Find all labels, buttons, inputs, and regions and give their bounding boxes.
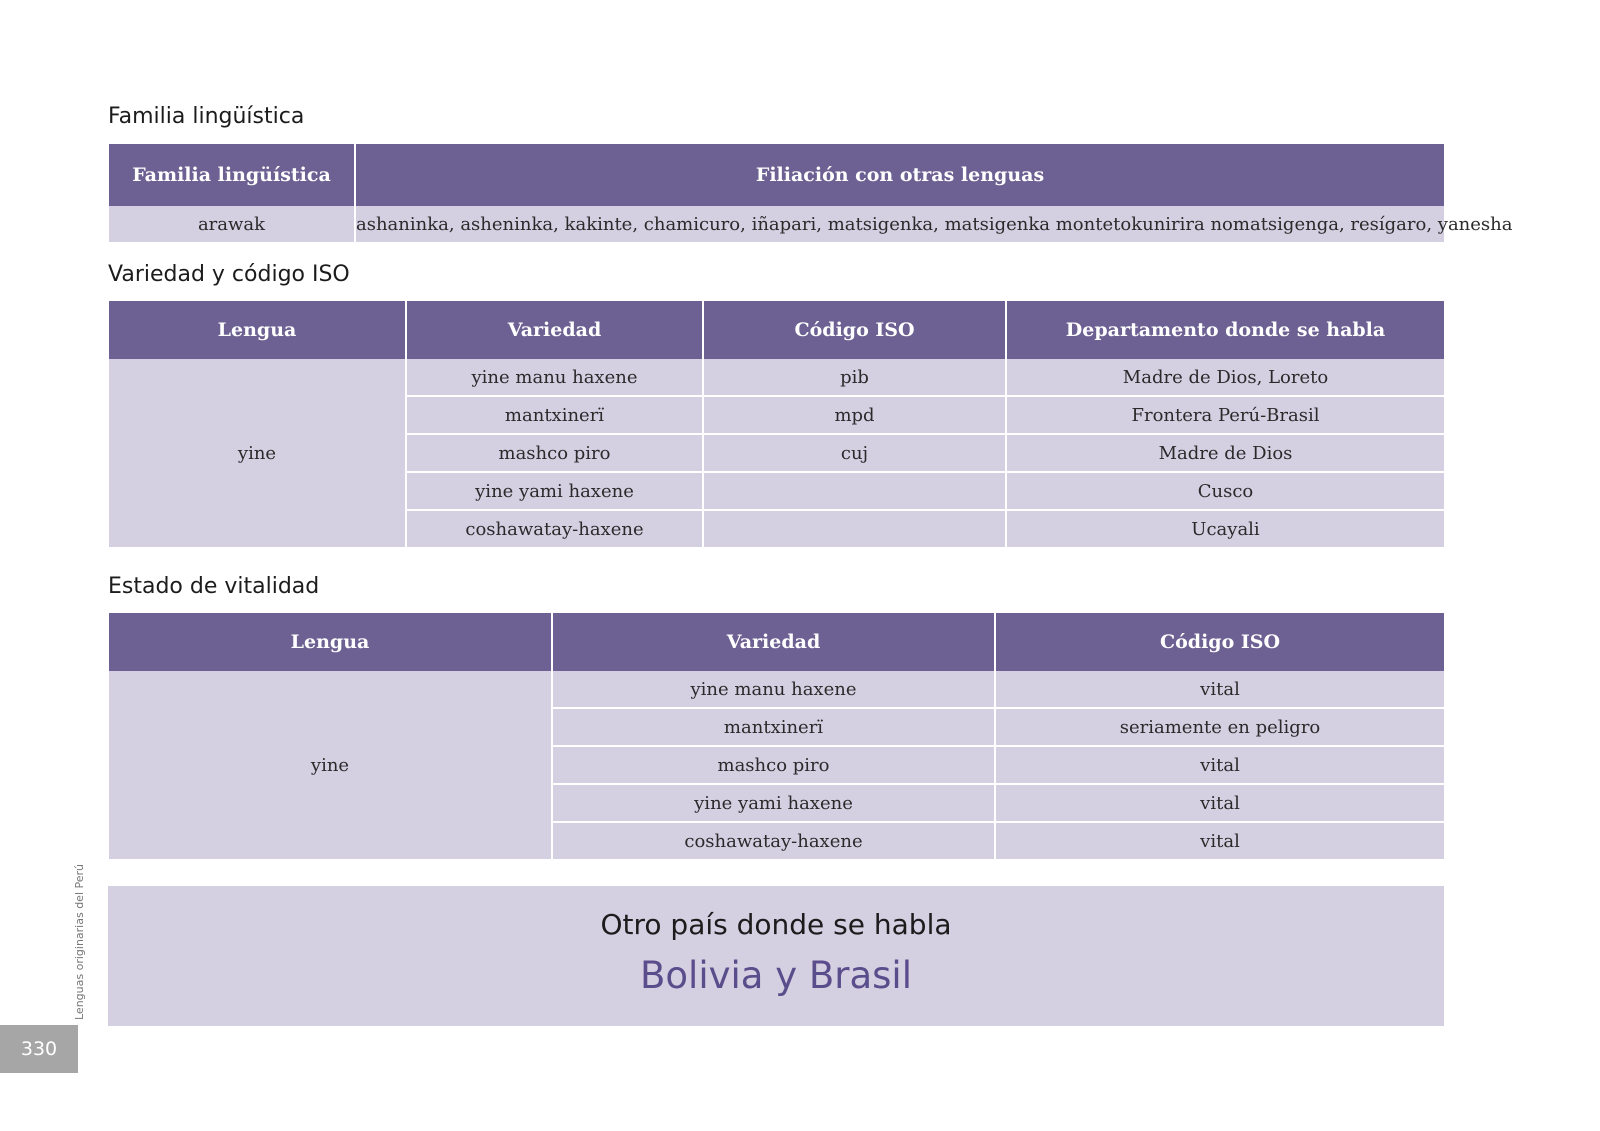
header-lengua: Lengua <box>109 613 552 671</box>
section-title-familia: Familia lingüística <box>108 104 305 129</box>
familia-table <box>109 144 1513 242</box>
cell-codigo-iso: pib <box>703 359 1006 396</box>
cell-departamento: Madre de Dios <box>1006 434 1444 472</box>
header-codigo-iso: Código ISO <box>703 301 1006 359</box>
header-departamento: Departamento donde se habla <box>1006 301 1444 359</box>
cell-variedad: yine yami haxene <box>406 472 703 510</box>
section-title-vitalidad: Estado de vitalidad <box>108 574 320 599</box>
cell-departamento: Cusco <box>1006 472 1444 510</box>
cell-codigo-iso <box>703 472 1006 510</box>
other-country-value: Bolivia y Brasil <box>640 954 912 997</box>
table-row <box>109 206 1444 242</box>
cell-variedad: yine manu haxene <box>552 671 995 708</box>
book-title-vertical: Lenguas originarias del Perú <box>73 863 86 1020</box>
cell-estado: vital <box>995 746 1444 784</box>
header-filiacion: Filiación con otras lenguas <box>355 144 1444 206</box>
variedad-table <box>109 301 1444 547</box>
cell-variedad: mantxinerï <box>406 396 703 434</box>
cell-variedad: coshawatay-haxene <box>552 822 995 859</box>
cell-variedad: yine yami haxene <box>552 784 995 822</box>
cell-departamento: Ucayali <box>1006 510 1444 547</box>
cell-variedad: coshawatay-haxene <box>406 510 703 547</box>
page-number: 330 <box>0 1025 78 1073</box>
cell-estado: vital <box>995 822 1444 859</box>
table-row <box>109 671 1444 708</box>
cell-familia: arawak <box>109 206 355 242</box>
cell-departamento: Madre de Dios, Loreto <box>1006 359 1444 396</box>
header-variedad: Variedad <box>406 301 703 359</box>
cell-estado: seriamente en peligro <box>995 708 1444 746</box>
vitalidad-table <box>109 613 1444 859</box>
cell-variedad: mashco piro <box>552 746 995 784</box>
table-header-row <box>109 613 1444 671</box>
header-familia: Familia lingüística <box>109 144 355 206</box>
header-variedad: Variedad <box>552 613 995 671</box>
cell-codigo-iso <box>703 510 1006 547</box>
table-header-row <box>109 301 1444 359</box>
cell-estado: vital <box>995 784 1444 822</box>
cell-codigo-iso: mpd <box>703 396 1006 434</box>
table-row <box>109 359 1444 396</box>
other-country-box <box>108 886 1444 1026</box>
cell-lengua: yine <box>109 359 406 547</box>
cell-filiacion: ashaninka, asheninka, kakinte, chamicuro, iñapari, matsigenka, matsigenka montetokunirira nomatsigenga, resígaro, yanesha <box>355 206 1444 242</box>
section-title-variedad: Variedad y código ISO <box>108 262 350 287</box>
other-country-label: Otro país donde se habla <box>600 908 952 941</box>
cell-lengua: yine <box>109 671 552 859</box>
header-lengua: Lengua <box>109 301 406 359</box>
table-header-row <box>109 144 1444 206</box>
header-codigo-iso: Código ISO <box>995 613 1444 671</box>
cell-variedad: mantxinerï <box>552 708 995 746</box>
cell-codigo-iso: cuj <box>703 434 1006 472</box>
cell-variedad: mashco piro <box>406 434 703 472</box>
cell-variedad: yine manu haxene <box>406 359 703 396</box>
cell-estado: vital <box>995 671 1444 708</box>
cell-departamento: Frontera Perú-Brasil <box>1006 396 1444 434</box>
